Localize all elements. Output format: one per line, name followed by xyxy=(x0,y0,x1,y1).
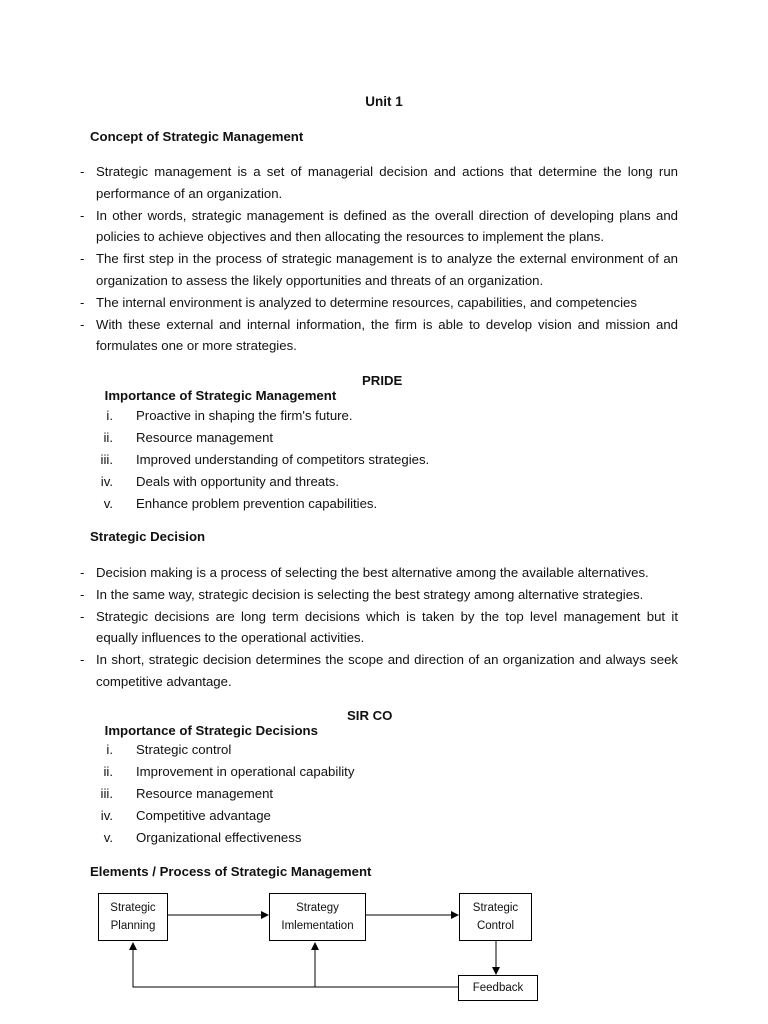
arrow-feedback-to-planning xyxy=(133,943,458,987)
box-strategy-implementation: Strategy Imlementation xyxy=(269,893,366,941)
mnemonic-pride: PRIDE xyxy=(362,373,403,388)
document-page: Unit 1 Concept of Strategic Management - Strategic management is a set of managerial decision and actions that determine the long run performance of an organization. - In other words, strategic management is defined as the overall direction of developing plans and policies to achieve objectives and then allocating the resources to implement the plans. - The first step in the process of strategic management is to analyze the external environment of an organization to assess the likely opportunities and threats of an organization. - The internal environment is analyzed to determine resources, capabilities, and competencies - With these external and internal information, the firm is able to develop vision and mission and formulates one or more strategies. Importance of Strategic Management PRIDE i. Proactive in shaping the firm's future. ii. Resource management iii. Improved understanding of competitors strategies. iv. Deals with opportunity and threats. v. Enhance problem prevention capabilities. Strategic Decision - Decision making is a process of selecting the best alternative among the available alternatives. - In the same way, strategic decision is selecting the best strategy among alternative strategies. - Strategic decisions are long term decisions which is taken by the top level management but it equally influences to the operational activities. - In short, strategic decision determines the scope and direction of an organization and always seek competitive advantage. Importance of Strategic Decisions SIR CO i. Strategic control ii. Improvement in operational capability iii. Resource management iv. Competitive advantage v. Organizational effectiveness Elements / Process of Strategic Management Strategic Planning Strategy Imlementation Strategic Control Feedback xyxy=(0,0,768,1024)
list-item: - Decision making is a process of selecting the best alternative among the available alternatives. xyxy=(80,565,649,580)
box-strategic-control: Strategic Control xyxy=(459,893,532,941)
unit-title: Unit 1 xyxy=(365,94,403,109)
list-item: - In other words, strategic management is defined as the overall direction of developing plans and policies to achieve objectives and then allocating the resources to implement the plans. xyxy=(80,207,678,245)
list-item: - The first step in the process of strategic management is to analyze the external environment of an organization to assess the likely opportunities and threats of an organization. xyxy=(80,251,678,288)
mnemonic-sir-co: SIR CO xyxy=(347,708,393,723)
list-item: - With these external and internal information, the firm is able to develop vision and mission and formulates one or more strategies. xyxy=(80,316,678,354)
list-item: - Strategic management is a set of managerial decision and actions that determine the long run performance of an organization. xyxy=(80,164,678,201)
box-feedback: Feedback xyxy=(458,975,538,1001)
section-heading-concept: Concept of Strategic Management xyxy=(90,129,304,144)
box-strategic-planning: Strategic Planning xyxy=(98,893,168,941)
list-item: - In the same way, strategic decision is selecting the best strategy among alternative strategies. xyxy=(80,586,644,602)
list-item: - The internal environment is analyzed to determine resources, capabilities, and competencies xyxy=(80,294,637,310)
decision-points-list xyxy=(0,562,768,693)
section-heading-importance-sd: Importance of Strategic Decisions SIR CO xyxy=(104,708,393,738)
section-heading-importance-sm: Importance of Strategic Management PRIDE xyxy=(104,373,403,403)
process-diagram xyxy=(0,885,768,1010)
section-heading-decision: Strategic Decision xyxy=(90,529,206,544)
list-item: - In short, strategic decision determines the scope and direction of an organization and always seek competitive advantage. xyxy=(80,652,678,689)
section-heading-process: Elements / Process of Strategic Management xyxy=(90,864,372,879)
concept-points-list xyxy=(0,161,768,357)
list-item: - Strategic decisions are long term decisions which is taken by the top level management but it equally influences to the operational activities. xyxy=(80,608,678,646)
